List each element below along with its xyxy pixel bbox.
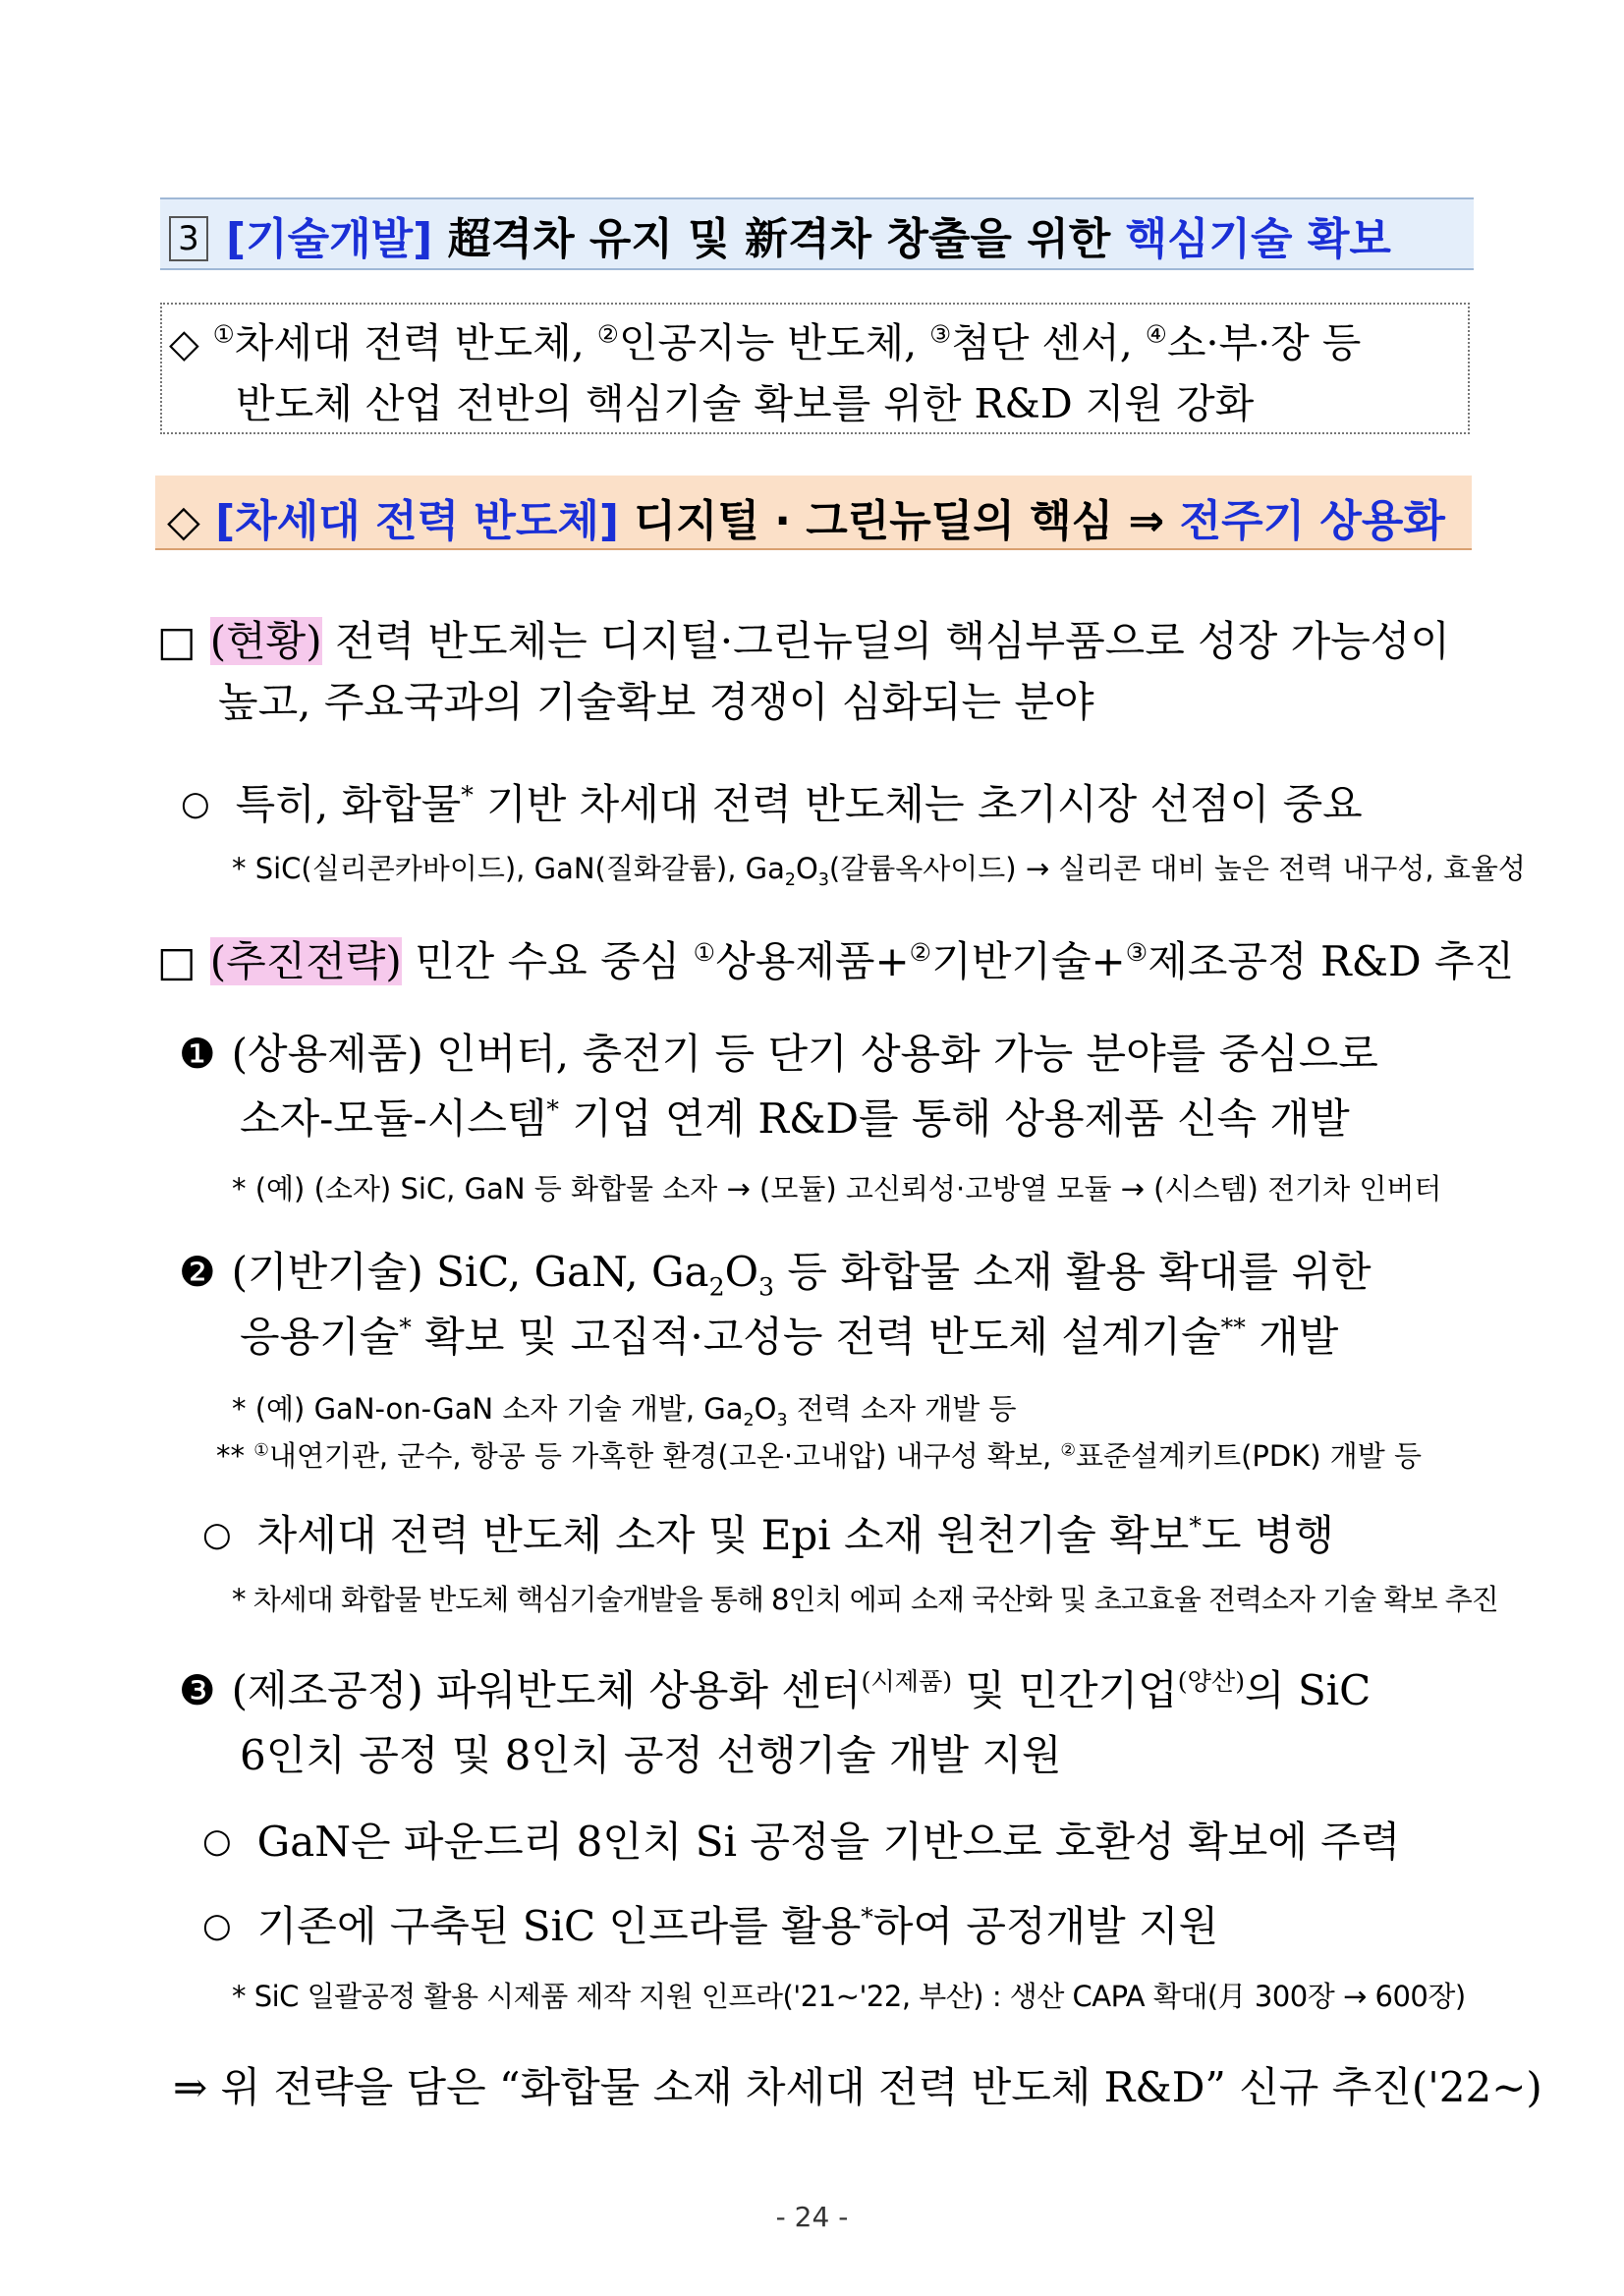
item3-note: * SiC 일괄공정 활용 시제품 제작 지원 인프라('21~'22, 부산) : 생산 CAPA 확대(月 300장 → 600장) <box>232 1980 1466 2013</box>
item3-text-1c: 의 SiC <box>1245 1666 1372 1714</box>
status-text-1: 전력 반도체는 디지털·그린뉴딜의 핵심부품으로 성장 가능성이 <box>321 617 1450 665</box>
section-tag: [기술개발] <box>226 214 433 264</box>
circled-number-2: ② <box>596 319 619 349</box>
item2-note-2b: 내연기관, 군수, 항공 등 가혹한 환경(고온·고내압) 내구성 확보, <box>268 1439 1061 1473</box>
circled-number-1: ① <box>693 938 716 967</box>
strategy-line <box>157 929 1514 988</box>
item1-line-1 <box>179 1022 1378 1081</box>
item2-text-1a: (기반기술) SiC, GaN, Ga <box>231 1248 709 1296</box>
item3-sub-text-2b: 하여 공정개발 지원 <box>872 1902 1219 1950</box>
summary-line-1 <box>169 310 1361 368</box>
circled-number-1: ① <box>253 1440 269 1461</box>
item3-text-1a: (제조공정) 파워반도체 상용화 센터 <box>231 1666 862 1714</box>
item1-line-2 <box>240 1087 1350 1146</box>
circled-number-4: ④ <box>1145 319 1167 349</box>
item2-text-2a: 응용기술 <box>240 1313 400 1361</box>
item2-note-2a: ** <box>216 1439 254 1473</box>
item2-note-1a: * (예) GaN-on-GaN 소자 기술 개발, Ga <box>232 1392 744 1426</box>
summary-item-1: 차세대 전력 반도체, <box>234 319 597 366</box>
strategy-item-1: 상용제품+ <box>715 937 910 985</box>
footnote-star: * <box>546 1095 559 1124</box>
subheader-tag: [차세대 전력 반도체] <box>215 496 620 546</box>
subscript-3: 3 <box>776 1410 788 1430</box>
status-sub-text-b: 기반 차세대 전력 반도체는 초기시장 선점이 중요 <box>473 780 1363 828</box>
item2-note-o: O <box>754 1392 777 1426</box>
status-line-2: 높고, 주요국과의 기술확보 경쟁이 심화되는 분야 <box>218 678 1094 726</box>
status-note <box>232 847 1526 890</box>
item2-o: O <box>724 1248 759 1296</box>
status-note-b: (갈륨옥사이드) → 실리콘 대비 높은 전력 내구성, 효율성 <box>828 852 1526 885</box>
summary-item-4: 소·부·장 등 <box>1166 319 1362 366</box>
circle-bullet-icon: ○ <box>202 1821 232 1861</box>
diamond-icon: ◇ <box>167 496 216 546</box>
item3-sup-1: (시제품) <box>861 1667 953 1696</box>
item3-sub-text-2a: 기존에 구축된 SiC 인프라를 활용 <box>256 1902 862 1950</box>
circle-bullet-icon: ○ <box>202 1906 232 1945</box>
status-line-1 <box>157 609 1450 668</box>
item2-note-1b: 전력 소자 개발 등 <box>787 1392 1017 1426</box>
subscript-3: 3 <box>817 869 829 890</box>
footnote-double-star: ** <box>1220 1314 1246 1342</box>
item2-sub-note: * 차세대 화합물 반도체 핵심기술개발을 통해 8인치 에피 소재 국산화 및 초고효율 전력소자 기술 확보 추진 <box>232 1583 1498 1616</box>
item2-text-2b: 확보 및 고집적·고성능 전력 반도체 설계기술 <box>411 1313 1221 1361</box>
item2-sub-text-a: 차세대 전력 반도체 소자 및 Epi 소재 원천기술 확보 <box>256 1511 1190 1559</box>
item2-text-2c: 개발 <box>1245 1313 1339 1361</box>
summary-item-2: 인공지능 반도체, <box>618 319 930 366</box>
section-title <box>169 203 1391 266</box>
circled-number-2: ② <box>1060 1440 1076 1461</box>
number-3-icon: ❸ <box>179 1666 216 1714</box>
item3-sub-2 <box>202 1894 1218 1953</box>
strategy-text: 민간 수요 중심 <box>401 937 694 985</box>
strategy-item-2: 기반기술+ <box>931 937 1126 985</box>
circled-number-3: ③ <box>929 319 952 349</box>
item3-sub-1 <box>202 1810 1400 1869</box>
subheader <box>167 485 1445 548</box>
status-note-o: O <box>795 852 818 885</box>
item2-line-1 <box>179 1240 1372 1302</box>
section-number: 3 <box>169 216 208 261</box>
status-sub-line <box>181 772 1363 831</box>
checkbox-icon: □ <box>157 937 196 985</box>
item2-note-2 <box>216 1434 1422 1475</box>
footnote-star: * <box>399 1314 412 1342</box>
item3-text-1b: 및 민간기업 <box>952 1666 1178 1714</box>
footnote-star: * <box>1189 1512 1202 1540</box>
item2-note-1 <box>232 1387 1017 1428</box>
item1-text-2a: 소자-모듈-시스템 <box>240 1094 547 1143</box>
item1-text-2b: 기업 연계 R&D를 통해 상용제품 신속 개발 <box>558 1094 1350 1143</box>
status-sub-text-a: 특히, 화합물 <box>235 780 462 828</box>
circle-bullet-icon: ○ <box>181 784 210 823</box>
diamond-icon: ◇ <box>169 321 199 366</box>
item2-sub-text-b: 도 병행 <box>1201 1511 1334 1559</box>
footnote-star: * <box>861 1903 873 1932</box>
status-tag: (현황) <box>209 617 322 665</box>
item2-text-1b: 등 화합물 소재 활용 확대를 위한 <box>774 1248 1372 1296</box>
item1-note: * (예) (소자) SiC, GaN 등 화합물 소자 → (모듈) 고신뢰성·고방열 모듈 → (시스템) 전기차 인버터 <box>232 1172 1442 1205</box>
subscript-3: 3 <box>758 1272 775 1302</box>
subscript-2: 2 <box>784 869 796 890</box>
item3-sup-2: (양산) <box>1177 1667 1246 1696</box>
subscript-2: 2 <box>743 1410 755 1430</box>
circled-number-3: ③ <box>1125 938 1148 967</box>
strategy-tag: (추진전략) <box>209 937 402 985</box>
page-number: - 24 - <box>775 2201 849 2233</box>
item3-line-2: 6인치 공정 및 8인치 공정 선행기술 개발 지원 <box>240 1731 1062 1779</box>
number-2-icon: ❷ <box>179 1248 216 1296</box>
number-1-icon: ❶ <box>179 1030 216 1078</box>
item2-sub-line <box>202 1503 1334 1562</box>
circled-number-2: ② <box>909 938 932 967</box>
subheader-mid: 디지털 · 그린뉴딜의 핵심 ⇒ <box>619 496 1180 546</box>
summary-line-2: 반도체 산업 전반의 핵심기술 확보를 위한 R&D 지원 강화 <box>236 380 1255 427</box>
checkbox-icon: □ <box>157 617 196 665</box>
item3-sub-text-1: GaN은 파운드리 8인치 Si 공정을 기반으로 호환성 확보에 주력 <box>256 1818 1401 1866</box>
strategy-item-3: 제조공정 R&D 추진 <box>1148 937 1515 985</box>
circled-number-1: ① <box>212 319 235 349</box>
item2-line-2 <box>240 1305 1338 1364</box>
item3-line-1 <box>179 1658 1371 1717</box>
item2-note-2c: 표준설계키트(PDK) 개발 등 <box>1076 1439 1423 1473</box>
subheader-emph: 전주기 상용화 <box>1179 496 1445 546</box>
item1-text-1: (상용제품) 인버터, 충전기 등 단기 상용화 가능 분야를 중심으로 <box>231 1030 1378 1078</box>
status-note-a: * SiC(실리콘카바이드), GaN(질화갈륨), Ga <box>232 852 785 885</box>
section-title-mid: 超격차 유지 및 新격차 창출을 위한 <box>447 214 1126 264</box>
section-title-emph: 핵심기술 확보 <box>1125 214 1391 264</box>
subscript-2: 2 <box>708 1272 725 1302</box>
footnote-star: * <box>461 781 474 810</box>
circle-bullet-icon: ○ <box>202 1515 232 1554</box>
summary-item-3: 첨단 센서, <box>951 319 1146 366</box>
conclusion: ⇒ 위 전략을 담은 “화합물 소재 차세대 전력 반도체 R&D” 신규 추진('22~) <box>173 2063 1542 2111</box>
